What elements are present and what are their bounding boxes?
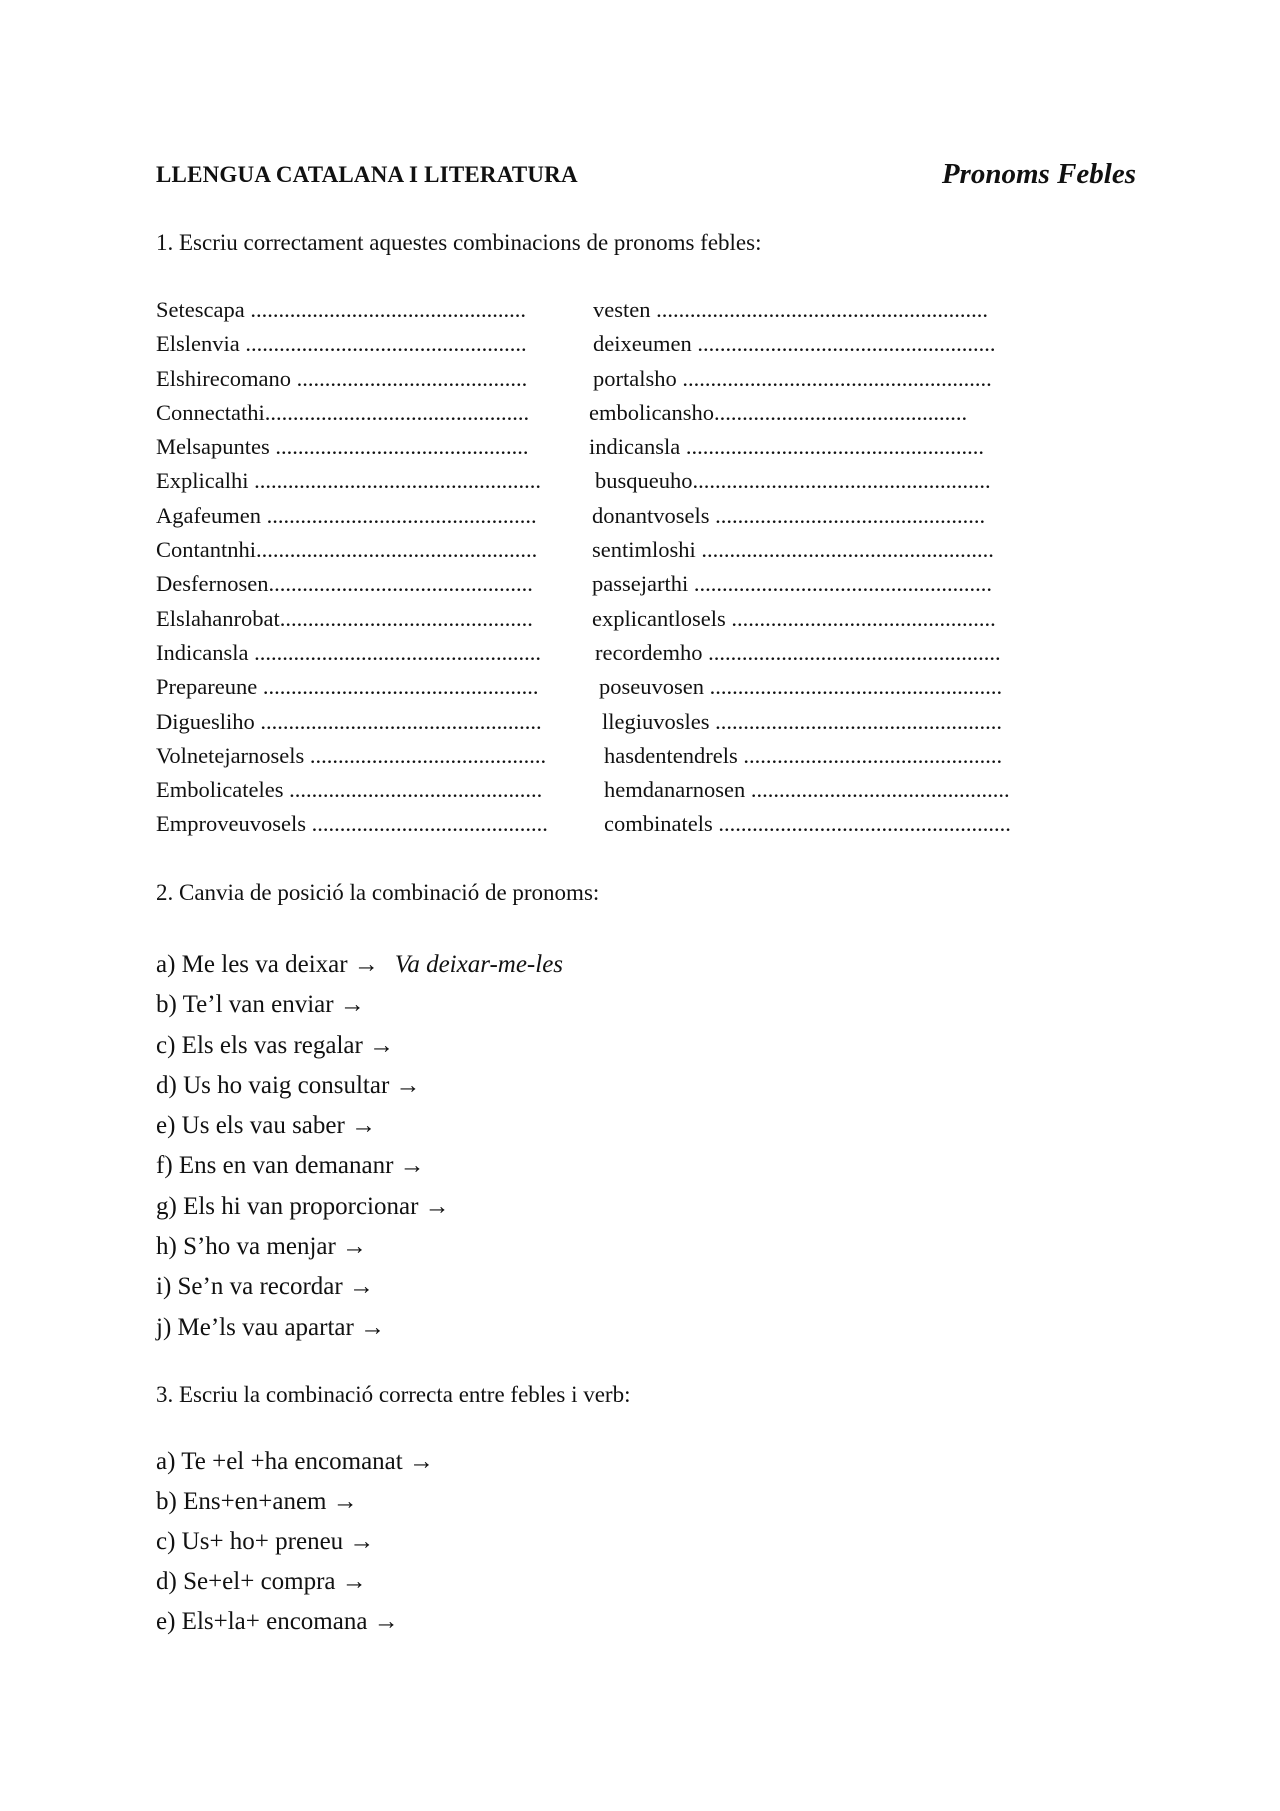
word-pair-row bbox=[156, 537, 1096, 571]
word-left: Connectathi............................................... bbox=[156, 399, 530, 425]
exercise-3-instruction: 3. Escriu la combinació correcta entre febles i verb: bbox=[156, 1382, 631, 1407]
exercise-3-item: c) Us+ ho+ preneu → bbox=[156, 1528, 375, 1555]
exercise-2-items bbox=[156, 945, 563, 1348]
word-pair-row bbox=[156, 777, 1096, 811]
exercise-3-items bbox=[156, 1442, 434, 1642]
item-prompt: d) Us ho vaig consultar → bbox=[156, 1071, 421, 1099]
word-pair-row bbox=[156, 811, 1096, 845]
exercise-2-item bbox=[156, 985, 563, 1025]
word-left: Melsapuntes ............................................. bbox=[156, 434, 529, 460]
item-prompt: a) Me les va deixar → bbox=[156, 951, 379, 978]
word-left: Setescapa ................................................. bbox=[156, 297, 526, 322]
word-pair-row bbox=[156, 640, 1096, 674]
exercise-3-item: b) Ens+en+anem → bbox=[156, 1488, 358, 1515]
word-left: Explicalhi ................................................... bbox=[156, 468, 541, 494]
item-prompt: e) Us els vau saber → bbox=[156, 1112, 377, 1140]
word-pair-row bbox=[156, 503, 1096, 537]
word-left: Contantnhi.................................................. bbox=[156, 537, 538, 563]
item-prompt: c) Els els vas regalar → bbox=[156, 1031, 395, 1059]
word-pair-row bbox=[156, 743, 1096, 777]
word-pair-row bbox=[156, 709, 1096, 743]
exercise-2-item bbox=[156, 945, 563, 985]
topic-title: Pronoms Febles bbox=[941, 158, 1136, 190]
word-right: combinatels .................................................... bbox=[604, 811, 1011, 837]
item-prompt: h) S’ho va menjar → bbox=[156, 1233, 368, 1261]
item-prompt: g) Els hi van proporcionar → bbox=[156, 1192, 450, 1220]
subject-title: LLENGUA CATALANA I LITERATURA bbox=[156, 162, 578, 187]
word-left: Indicansla ................................................... bbox=[156, 639, 541, 665]
exercise-2-item bbox=[156, 1146, 563, 1186]
word-left: Agafeumen ................................................ bbox=[156, 502, 537, 528]
exercise-2-item bbox=[156, 1187, 563, 1227]
word-pair-row bbox=[156, 297, 1096, 331]
word-left: Prepareune ................................................. bbox=[156, 674, 539, 700]
exercise-2-item bbox=[156, 1227, 563, 1267]
exercise-3-item: a) Te +el +ha encomanat → bbox=[156, 1448, 434, 1475]
exercise-2-item bbox=[156, 1267, 563, 1307]
item-prompt: f) Ens en van demananr → bbox=[156, 1152, 425, 1180]
word-right: recordemho .................................................... bbox=[595, 639, 1001, 665]
word-right: embolicansho............................................. bbox=[589, 399, 968, 425]
word-right: vesten ........................................................... bbox=[593, 297, 988, 322]
word-right: sentimloshi .................................................... bbox=[592, 537, 994, 563]
exercise-2-item bbox=[156, 1066, 563, 1106]
exercise-2-item bbox=[156, 1308, 563, 1348]
exercise-1-word-list bbox=[156, 297, 1096, 846]
word-left: Desfernosen............................................... bbox=[156, 571, 533, 597]
exercise-3-item: d) Se+el+ compra → bbox=[156, 1568, 367, 1595]
word-right: hasdentendrels .............................................. bbox=[604, 742, 1003, 768]
item-prompt: b) Te’l van enviar → bbox=[156, 991, 365, 1019]
word-pair-row bbox=[156, 571, 1096, 605]
word-right: llegiuvosles ................................................... bbox=[602, 708, 1002, 734]
exercise-2-instruction: 2. Canvia de posició la combinació de pronoms: bbox=[156, 880, 600, 905]
word-left: Embolicateles ............................................. bbox=[156, 777, 543, 803]
word-right: deixeumen ..................................................... bbox=[593, 331, 996, 357]
word-pair-row bbox=[156, 366, 1096, 400]
item-prompt: i) Se’n va recordar → bbox=[156, 1273, 374, 1301]
exercise-2-item bbox=[156, 1026, 563, 1066]
word-right: portalsho ....................................................... bbox=[593, 365, 992, 391]
exercise-1-instruction: 1. Escriu correctament aquestes combinacions de pronoms febles: bbox=[156, 230, 762, 255]
word-left: Elslenvia .................................................. bbox=[156, 331, 527, 357]
word-right: hemdanarnosen .............................................. bbox=[604, 777, 1010, 803]
word-pair-row bbox=[156, 331, 1096, 365]
word-left: Elshirecomano ......................................... bbox=[156, 365, 528, 391]
word-pair-row bbox=[156, 434, 1096, 468]
page-header bbox=[156, 158, 1136, 198]
word-left: Elslahanrobat............................................. bbox=[156, 605, 533, 631]
word-right: indicansla ..................................................... bbox=[589, 434, 984, 460]
word-pair-row bbox=[156, 468, 1096, 502]
word-pair-row bbox=[156, 674, 1096, 708]
word-right: donantvosels ................................................ bbox=[592, 502, 986, 528]
example-answer: Va deixar-me-les bbox=[394, 951, 564, 978]
word-right: busqueuho..................................................... bbox=[595, 468, 991, 494]
word-left: Volnetejarnosels .......................................... bbox=[156, 742, 547, 768]
word-pair-row bbox=[156, 400, 1096, 434]
word-right: poseuvosen .................................................... bbox=[599, 674, 1003, 700]
word-left: Diguesliho .................................................. bbox=[156, 708, 542, 734]
item-prompt: j) Me’ls vau apartar → bbox=[156, 1313, 386, 1341]
word-left: Emproveuvosels .......................................... bbox=[156, 811, 548, 837]
word-right: explicantlosels ............................................... bbox=[592, 605, 996, 631]
exercise-2-item bbox=[156, 1106, 563, 1146]
exercise-3-item: e) Els+la+ encomana → bbox=[156, 1608, 399, 1635]
word-pair-row bbox=[156, 606, 1096, 640]
word-right: passejarthi ..................................................... bbox=[592, 571, 992, 597]
